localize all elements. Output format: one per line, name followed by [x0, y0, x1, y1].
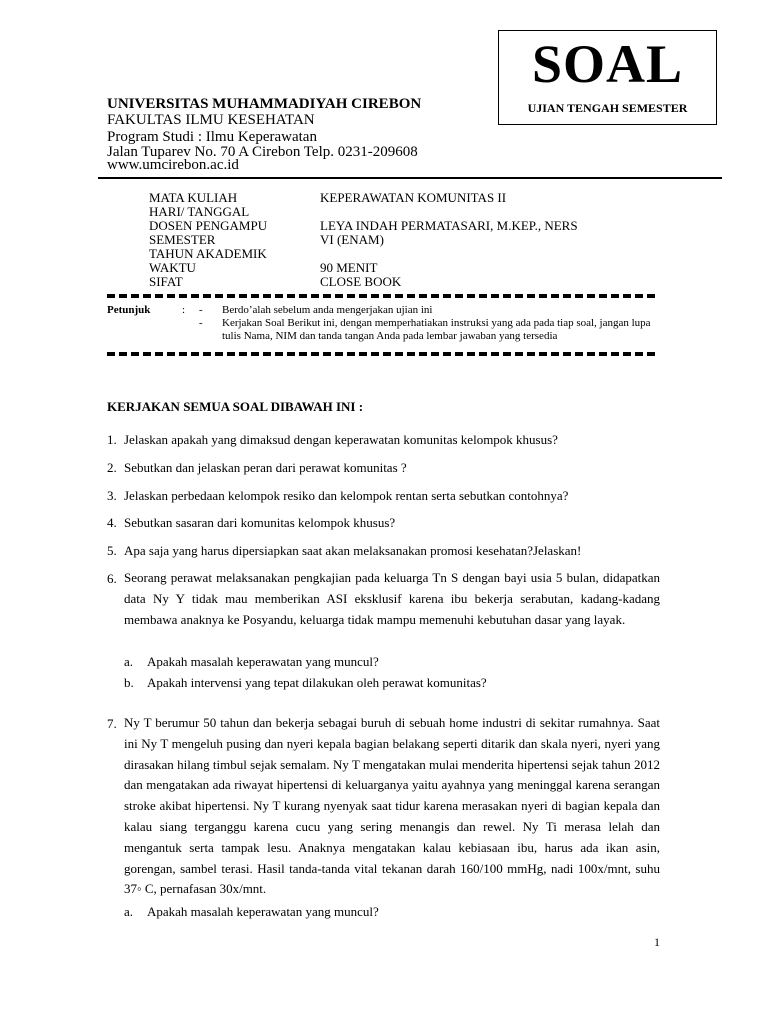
dashed-separator-top — [107, 294, 655, 298]
info-label-time: WAKTU — [149, 260, 196, 275]
instructions-label: Petunjuk — [107, 304, 151, 316]
question-text: Apa saja yang harus dipersiapkan saat akan melaksanakan promosi kesehatan?Jelaskan! — [124, 543, 582, 558]
sub-question-letter: b. — [124, 675, 134, 690]
soal-title: SOAL — [531, 34, 684, 94]
question-number: 1. — [107, 432, 117, 447]
info-value-course: KEPERAWATAN KOMUNITAS II — [320, 190, 507, 205]
exam-type: UJIAN TENGAH SEMESTER — [527, 101, 688, 115]
question-number: 2. — [107, 460, 117, 475]
header-divider — [98, 177, 722, 179]
info-label-lecturer: DOSEN PENGAMPU — [149, 218, 268, 233]
instruction-bullet: - — [199, 317, 203, 329]
sub-question-text: Apakah masalah keperawatan yang muncul? — [147, 904, 379, 919]
sub-question-letter: a. — [124, 904, 134, 919]
instruction-bullet: - — [199, 304, 203, 316]
institution-address: Jalan Tuparev No. 70 A Cirebon Telp. 0231-209608 — [107, 144, 418, 160]
page-number: 1 — [654, 935, 660, 949]
question-number: 6. — [107, 571, 117, 586]
question-text: Sebutkan sasaran dari komunitas kelompok khusus? — [124, 515, 396, 530]
sub-question-text: Apakah masalah keperawatan yang muncul? — [147, 654, 379, 669]
section-heading: KERJAKAN SEMUA SOAL DIBAWAH INI : — [107, 399, 364, 414]
question-number: 3. — [107, 488, 117, 503]
info-label-date: HARI/ TANGGAL — [149, 204, 250, 219]
institution-name: UNIVERSITAS MUHAMMADIYAH CIREBON — [107, 96, 422, 112]
info-value-nature: CLOSE BOOK — [320, 274, 402, 289]
info-label-course: MATA KULIAH — [149, 190, 238, 205]
question-text: Jelaskan apakah yang dimaksud dengan keperawatan komunitas kelompok khusus? — [124, 432, 558, 447]
instruction-item: Kerjakan Soal Berikut ini, dengan memperhatiakan instruksi yang ada pada tiap soal, jangan lupa tulis Nama, NIM dan tanda tangan Anda pada lembar jawaban yang tersedia — [222, 317, 651, 342]
info-label-academic-year: TAHUN AKADEMIK — [149, 246, 267, 261]
info-label-semester: SEMESTER — [149, 232, 216, 247]
question-number: 7. — [107, 716, 117, 731]
dashed-separator-bottom — [107, 352, 655, 356]
info-value-time: 90 MENIT — [320, 260, 378, 275]
question-text: Seorang perawat melaksanakan pengkajian pada keluarga Tn S dengan bayi usia 5 bulan, didapatkan data Ny Y tidak mau memberikan ASI eksklusif karena ibu bekerja serabutan, kadang-kadang membawa anaknya ke Posyandu, keluarga tidak mampu memenuhi kebutuhan dasar yang layak. — [124, 570, 660, 627]
question-text: Sebutkan dan jelaskan peran dari perawat komunitas ? — [124, 460, 407, 475]
sub-question-text: Apakah intervensi yang tepat dilakukan oleh perawat komunitas? — [147, 675, 487, 690]
question-text: Ny T berumur 50 tahun dan bekerja sebagai buruh di sebuah home industri di sekitar rumahnya. Saat ini Ny T mengeluh pusing dan nyeri kepala bagian belakang seperti ditarik dan skala nyeri, nyeri yang dirasakan hilang timbul sejak semalam. Ny T mengatakan mulai menderita hipertensi sejak tahun 2012 dan mengatakan ada riwayat hipertensi di keluarganya yaitu ayahnya yang meninggal karena serangan stroke akibat hipertensi. Ny T kurang nyenyak saat tidur karena merasakan nyeri di bagian kepala dan kalau siang terganggu karena cucu yang sering menangis dan rewel. Ny Ti merasa lelah dan mengantuk serta tampak lesu. Anaknya mengatakan kalau kebiasaan ibu, harus ada ikan asin, gorengan, sambel terasi. Hasil tanda-tanda vital tekanan darah 160/100 mmHg, nadi 100x/mnt, suhu 37◦ C, pernafasan 30x/mnt. — [124, 715, 660, 897]
info-label-nature: SIFAT — [149, 274, 183, 289]
soal-box — [498, 30, 717, 125]
info-value-lecturer: LEYA INDAH PERMATASARI, M.KEP., NERS — [320, 218, 578, 233]
instruction-item: Berdo’alah sebelum anda mengerjakan ujian ini — [222, 304, 433, 316]
instructions-colon: : — [182, 304, 186, 316]
question-number: 4. — [107, 515, 117, 530]
faculty-name: FAKULTAS ILMU KESEHATAN — [107, 112, 315, 128]
institution-website: www.umcirebon.ac.id — [107, 157, 239, 173]
sub-question-letter: a. — [124, 654, 134, 669]
study-program: Program Studi : Ilmu Keperawatan — [107, 129, 317, 145]
question-text: Jelaskan perbedaan kelompok resiko dan kelompok rentan serta sebutkan contohnya? — [124, 488, 569, 503]
info-value-semester: VI (ENAM) — [320, 232, 384, 247]
question-number: 5. — [107, 543, 117, 558]
